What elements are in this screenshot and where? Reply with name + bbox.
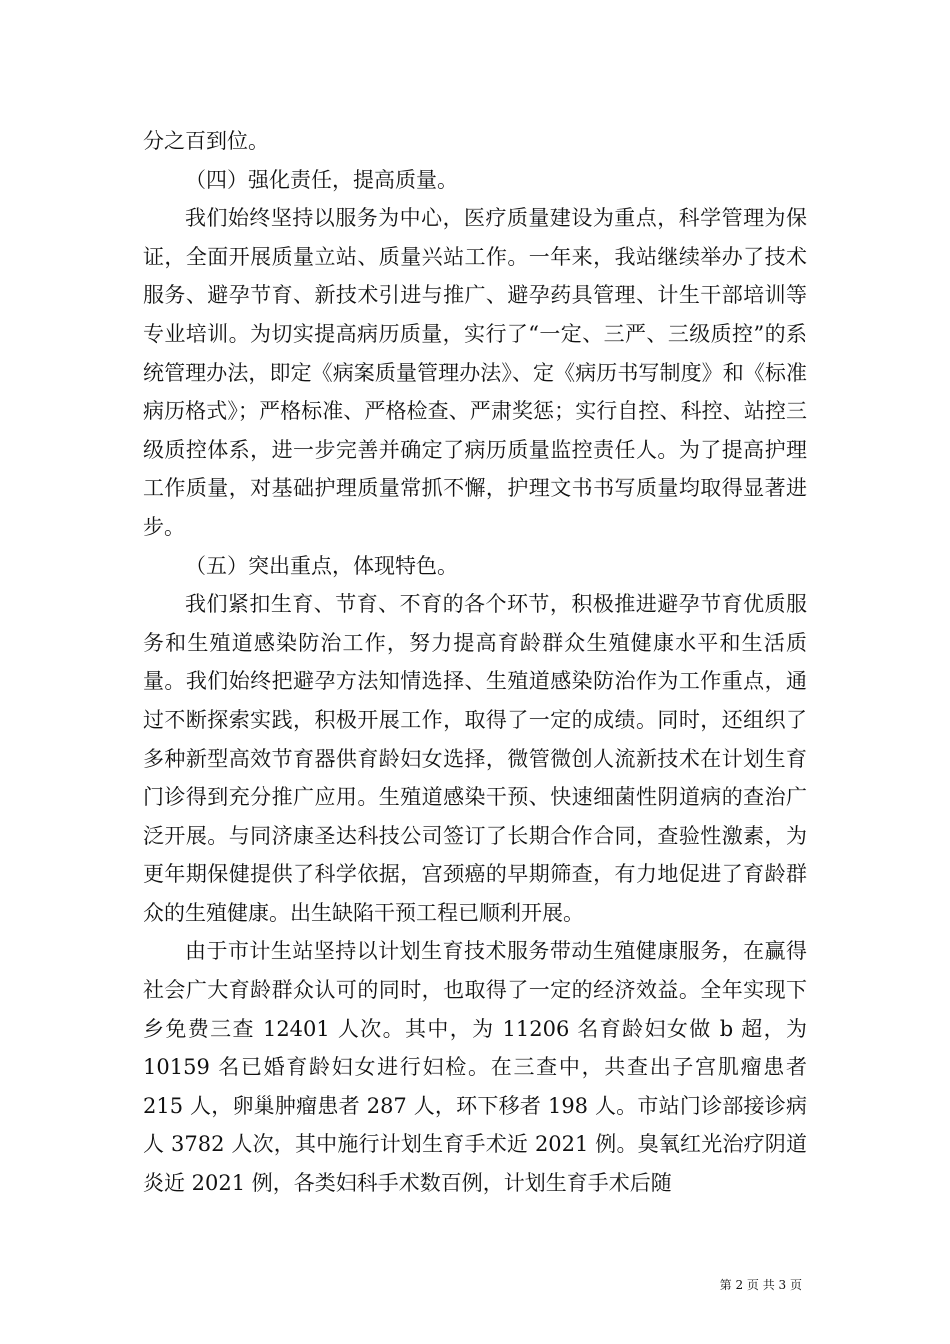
paragraph-statistics: 由于市计生站坚持以计划生育技术服务带动生殖健康服务，在赢得社会广大育龄群众认可的同时，也取得了一定的经济效益。全年实现下乡免费三查 12401 人次。其中，为 11206 名育龄妇女做 b 超，为 10159 名已婚育龄妇女进行妇检。在三查中，共查出子宫肌瘤患者 215 人，卵巢肿瘤患者 287 人，环下移者 198 人。市站门诊部接诊病人 3782 人次，其中施行计划生育手术近 2021 例。臭氧红光治疗阴道炎近 2021 例，各类妇科手术数百例，计划生育手术后随 <box>143 939 807 1196</box>
paragraph-quality: 我们始终坚持以服务为中心，医疗质量建设为重点，科学管理为保证，全面开展质量立站、质量兴站工作。一年来，我站继续举办了技术服务、避孕节育、新技术引进与推广、避孕药具管理、计生干部培训等专业培训。为切实提高病历质量，实行了“一定、三严、三级质控”的系统管理办法，即定《病案质量管理办法》、定《病历书写制度》和《标准病历格式》；严格标准、严格检查、严肃奖惩；实行自控、科控、站控三级质控体系，进一步完善并确定了病历质量监控责任人。为了提高护理工作质量，对基础护理质量常抓不懈，护理文书书写质量均取得显著进步。 <box>143 206 807 539</box>
section-heading-4: （四）强化责任，提高质量。 <box>185 167 458 192</box>
document-body <box>143 122 807 1203</box>
paragraph-features: 我们紧扣生育、节育、不育的各个环节，积极推进避孕节育优质服务和生殖道感染防治工作，努力提高育龄群众生殖健康水平和生活质量。我们始终把避孕方法知情选择、生殖道感染防治作为工作重点，通过不断探索实践，积极开展工作，取得了一定的成绩。同时，还组织了多种新型高效节育器供育龄妇女选择，微管微创人流新技术在计划生育门诊得到充分推广应用。生殖道感染干预、快速细菌性阴道病的查治广泛开展。与同济康圣达科技公司签订了长期合作合同，查验性激素，为更年期保健提供了科学依据，宫颈癌的早期筛查，有力地促进了育龄群众的生殖健康。出生缺陷干预工程已顺利开展。 <box>143 592 807 925</box>
page-number-footer: 第 2 页 共 3 页 <box>719 1278 802 1292</box>
paragraph-continuation: 分之百到位。 <box>143 129 269 153</box>
section-heading-5: （五）突出重点，体现特色。 <box>185 553 458 578</box>
